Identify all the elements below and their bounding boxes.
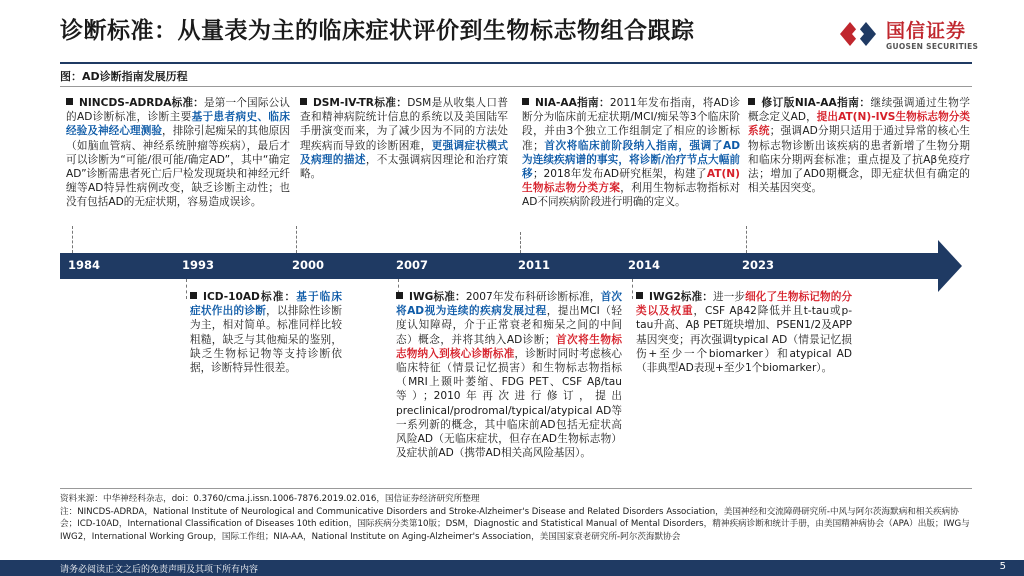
box-red-highlight: 首次将生物标志物纳入到核心诊断标准 (396, 333, 623, 360)
bullet-icon (300, 98, 307, 105)
box-text: DSM是从收集人口普查和精神病院统计信息的系统以及美国陆军手册演变而来，为了减少因为不同的方法处理疾病而导致的诊断困难， (300, 97, 508, 152)
box-text: ，利用生物标志物指标对AD不同疾病阶段进行明确的定义。 (522, 182, 741, 209)
bullet-icon (396, 292, 403, 299)
logo-text-cn: 国信证券 (886, 20, 967, 42)
box-highlight: 基于患者病史、临床经验及神经心理测验 (66, 111, 291, 138)
footer-divider (60, 488, 972, 489)
box-text: ，提出MCI（轻度认知障碍，介于正常衰老和痴呆之间的中间态）概念，并将其纳入AD诊断； (396, 305, 622, 346)
bullet-icon (66, 98, 73, 105)
box-iwg2 (636, 290, 852, 375)
standard-name: NINCDS-ADRDA标准： (79, 97, 204, 109)
box-text: ；2018年发布AD研究框架，构建了 (532, 168, 707, 181)
timeline-arrow-icon (938, 240, 962, 292)
abbreviation-note: 注：NINCDS-ADRDA，National Institute of Neurological and Communicative Disorders and Stroke-Alzheimer's Disease and Related Disorders Association，美国神经和交流障碍研究所-中风与阿尔茨海默病和相关疾病协会；ICD-10AD，International Classification of Diseases 10th edition，国际疾病分类第10版；DSM，Diagnostic and Statistical Manual of Mental Disorders，精神疾病诊断和统计手册，由美国精神病协会（APA）出版；IWG与IWG2，International Working Group，国际工作组；NIA-AA，National Institute on Aging-Alzheimer's Association，美国国家衰老研究所-阿尔茨海默协会 (60, 506, 970, 542)
header-divider (60, 62, 972, 64)
standard-name: IWG2标准： (649, 291, 713, 303)
disclaimer-text: 请务必阅读正文之后的免责声明及其项下所有内容 (60, 565, 259, 575)
box-text: ，CSF Aβ42降低并且t-tau或p-tau升高、Aβ PET斑块增加、PSEN1/2及APP基因突变；再次强调typical AD（情景记忆损伤+至少一个biomarker）和atypical AD（非典型AD表现+至少1个biomarker）。 (636, 305, 853, 375)
connector-2011 (520, 232, 521, 253)
standard-name: ICD-10AD标准： (203, 291, 297, 303)
year-label: 1993 (182, 258, 215, 272)
bullet-icon (190, 292, 197, 299)
box-highlight: 首次将临床前阶段纳入指南，强调了AD为连续疾病谱的事实，将诊断/治疗节点大幅前移 (522, 139, 740, 181)
box-highlight: 首次将AD视为连续的疾病发展过程 (396, 291, 623, 318)
box-text: ，排除引起痴呆的其他原因（如脑血管病、神经系统肿瘤等疾病），最后才可以诊断为“可能/很可能/确定AD”，其中“确定AD”诊断需患者死亡后尸检发现斑块和神经元纤缠等AD特异性病例改变，缺乏诊断主动性；也没有包括AD的无症状期，容易造成误诊。 (66, 125, 291, 209)
box-highlight: 基于临床症状作出的诊断 (190, 291, 343, 318)
year-label: 2011 (518, 258, 551, 272)
box-text: ，不太强调病因理论和治疗策略。 (300, 153, 509, 181)
year-label: 2014 (628, 258, 661, 272)
year-label: 2000 (292, 258, 325, 272)
connector-2023 (746, 226, 747, 253)
box-highlight: 更强调症状模式及病理的描述 (300, 139, 509, 166)
box-dsm-iv-tr (300, 96, 508, 181)
figure-divider (60, 86, 972, 87)
connector-2014 (632, 279, 633, 299)
standard-name: 修订版NIA-AA指南： (761, 97, 871, 109)
source-note: 资料来源：中华神经科杂志，doi：0.3760/cma.j.issn.1006-7876.2019.02.016，国信证券经济研究所整理 (60, 494, 480, 504)
box-text: ，诊断时同时考虑核心临床特征（情景记忆损害）和生物标志物指标（MRI上颞叶萎缩、FDG PET、CSF Aβ/tau等）；2010年再次进行修订，提出preclinical/prodromal/typical/atypical AD等一系列新的概念，其中临床前AD包括无症状高风险AD（无临床症状，但存在AD生物标志物）及症状前AD（携带AD相关高风险基因）。 (396, 347, 623, 460)
connector-2000 (296, 226, 297, 253)
year-label: 2007 (396, 258, 429, 272)
standard-name: DSM-IV-TR标准： (313, 97, 408, 109)
box-red-highlight: 提出AT(N)-IVS生物标志物分类系统 (748, 111, 970, 138)
box-revised-nia-aa (748, 96, 970, 195)
box-red-highlight: 细化了生物标记物的分类以及权重 (636, 291, 853, 318)
bullet-icon (636, 292, 643, 299)
connector-1993 (186, 279, 187, 299)
standard-name: NIA-AA指南： (535, 97, 610, 109)
box-text: 2007年发布科研诊断标准， (465, 291, 601, 303)
figure-label: 图：AD诊断指南发展历程 (60, 70, 188, 83)
box-text: 继续强调通过生物学概念定义AD， (748, 97, 970, 124)
footnote (60, 493, 972, 543)
brand-logo (836, 14, 979, 58)
box-red-highlight: AT(N)生物标志物分类方案 (522, 168, 740, 195)
box-text: ；强调AD分期只适用于通过异常的核心生物标志物诊断出该疾病的患者新增了生物分期和临床分期两套标准；重点提及了抗Aβ免疫疗法；增加了AD0期概念，即无症状但有确定的相关基因突变。 (748, 125, 970, 195)
page-number: 5 (999, 561, 1006, 572)
standard-name: IWG标准： (409, 291, 466, 303)
box-icd-10ad (190, 290, 342, 375)
guosen-logo-icon (836, 16, 880, 52)
box-nia-aa (522, 96, 740, 210)
logo-text-en: GUOSEN SECURITIES (886, 42, 979, 51)
bullet-icon (522, 98, 529, 105)
box-text: 进一步 (712, 291, 746, 303)
box-text: ，以排除性诊断为主，相对简单。标准同样比较粗糙，缺乏与其他痴呆的鉴别，缺乏生物标记物等支持诊断依据，诊断特异性很差。 (190, 305, 343, 375)
box-iwg (396, 290, 622, 460)
year-label: 1984 (68, 258, 101, 272)
bullet-icon (748, 98, 755, 105)
box-nincds-adrda (66, 96, 290, 210)
connector-1984 (72, 226, 73, 253)
year-label: 2023 (742, 258, 775, 272)
page-title: 诊断标准：从量表为主的临床症状评价到生物标志物组合跟踪 (60, 18, 695, 44)
box-text: 2011年发布指南，将AD诊断分为临床前无症状期/MCI/痴呆等3个临床阶段，并由3个独立工作组制定了相应的诊断标准； (522, 97, 740, 152)
box-text: 是第一个国际公认的AD诊断标准，诊断主要 (66, 97, 290, 124)
